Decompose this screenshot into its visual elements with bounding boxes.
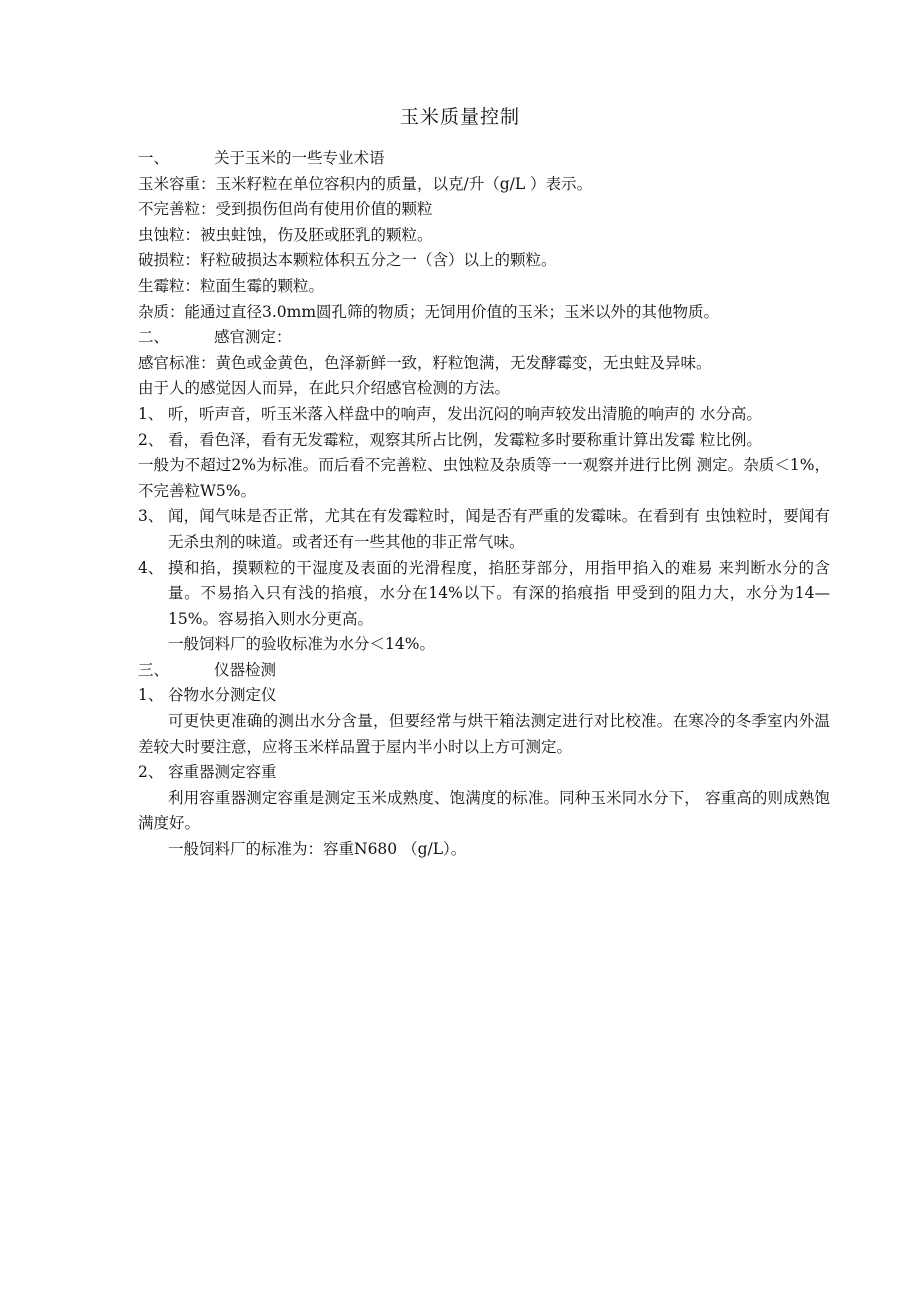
- instrument-density-body: 利用容重器测定容重是测定玉米成熟度、饱满度的标准。同种玉米同水分下， 容重高的则成熟饱满度好。: [138, 788, 830, 833]
- section-1-number: 一、: [138, 149, 170, 167]
- item-heading: 容重器测定容重: [168, 763, 277, 782]
- term-moldy-kernel: 生霉粒：粒面生霉的颗粒。: [138, 276, 325, 295]
- section-2-number: 二、: [138, 328, 170, 347]
- instrument-item-moisture-heading: [138, 683, 830, 709]
- section-3-title: 仪器检测: [214, 660, 277, 679]
- instrument-item-density-heading: [138, 760, 830, 786]
- term-insect-damaged-kernel: 虫蚀粒：被虫蛀蚀，伤及胚或胚乳的颗粒。: [138, 225, 433, 244]
- section-1-heading: [138, 146, 830, 172]
- item-heading: 谷物水分测定仪: [168, 686, 277, 705]
- document-title: 玉米质量控制: [399, 106, 520, 128]
- item-text: 摸和掐，摸颗粒的干湿度及表面的光滑程度，掐胚芽部分，用指甲掐入的难易 来判断水分的含量。不易掐入只有浅的掐痕，水分在14%以下。有深的掐痕指 甲受到的阻力大，水分为14—15%。容易掐入则水分更高。: [168, 558, 830, 628]
- term-broken-kernel: 破损粒：籽粒破损达本颗粒体积五分之一（含）以上的颗粒。: [138, 251, 557, 270]
- item-number: 2、: [138, 430, 164, 449]
- acceptance-standard: 一般饲料厂的验收标准为水分＜14%。: [168, 635, 435, 654]
- item-number: 3、: [138, 507, 164, 526]
- section-3-heading: [138, 658, 830, 684]
- sensory-item-listen: [138, 402, 830, 428]
- sensory-item-smell: [138, 504, 830, 555]
- section-2-title: 感官测定：: [214, 328, 292, 347]
- sensory-note: 一般为不超过2%为标准。而后看不完善粒、虫蚀粒及杂质等一一观察并进行比例 测定。杂质＜1%，不完善粒W5%。: [138, 456, 830, 500]
- item-text: 闻，闻气味是否正常，尤其在有发霉粒时，闻是否有严重的发霉味。在看到有 虫蚀粒时，要闻有无杀虫剂的味道。或者还有一些其他的非正常气味。: [168, 507, 830, 551]
- section-2-heading: [138, 325, 830, 351]
- instrument-moisture-body: 可更快更准确的测出水分含量，但要经常与烘干箱法测定进行对比校准。在寒冷的冬季室内外温差较大时要注意，应将玉米样品置于屋内半小时以上方可测定。: [138, 712, 830, 756]
- sensory-item-touch: [138, 556, 830, 633]
- item-number: 1、: [138, 686, 164, 705]
- item-number: 4、: [138, 558, 164, 577]
- term-bulk-density: 玉米容重：玉米籽粒在单位容积内的质量，以克/升（g/L ）表示。: [138, 174, 593, 193]
- item-text: 看，看色泽，看有无发霉粒，观察其所占比例，发霉粒多时要称重计算出发霉 粒比例。: [168, 430, 762, 449]
- section-1-title: 关于玉米的一些专业术语: [214, 149, 385, 167]
- sensory-standard: 感官标准：黄色或金黄色，色泽新鲜一致，籽粒饱满，无发酵霉变，无虫蛀及异味。: [138, 353, 712, 372]
- sensory-intro: 由于人的感觉因人而异，在此只介绍感官检测的方法。: [138, 379, 511, 398]
- sensory-item-look: [138, 428, 830, 454]
- section-3-number: 三、: [138, 660, 170, 679]
- item-number: 1、: [138, 404, 164, 423]
- term-impurities: 杂质：能通过直径3.0mm圆孔筛的物质；无饲用价值的玉米；玉米以外的其他物质。: [138, 302, 720, 321]
- item-number: 2、: [138, 763, 164, 782]
- instrument-density-standard: 一般饲料厂的标准为：容重N680 （g/L）。: [168, 840, 467, 859]
- term-imperfect-kernel: 不完善粒：受到损伤但尚有使用价值的颗粒: [138, 200, 433, 219]
- document-body: [138, 146, 830, 863]
- item-text: 听，听声音，听玉米落入样盘中的响声，发出沉闷的响声较发出清脆的响声的 水分高。: [168, 404, 762, 423]
